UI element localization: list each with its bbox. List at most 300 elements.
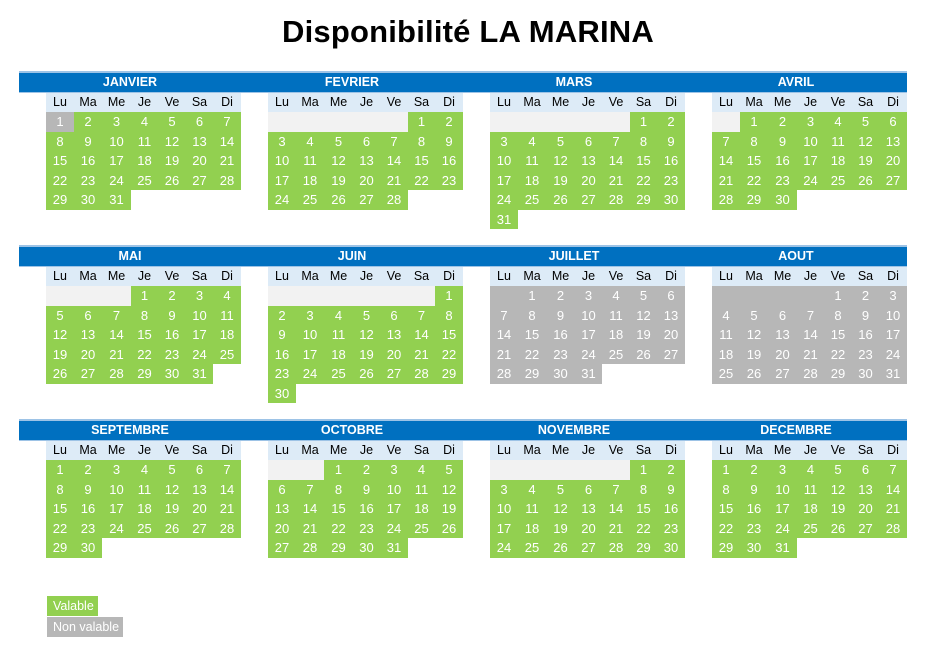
day-cell[interactable]: 4 [824,112,852,132]
day-cell[interactable]: 5 [740,306,768,326]
day-cell[interactable]: 30 [158,364,186,384]
day-cell[interactable]: 6 [380,306,408,326]
day-cell[interactable]: 1 [131,286,158,306]
day-cell[interactable]: 30 [268,384,296,404]
day-cell[interactable]: 29 [740,190,768,210]
day-cell[interactable]: 16 [435,151,463,171]
day-cell[interactable]: 20 [575,519,602,539]
day-cell[interactable]: 7 [712,132,740,152]
day-cell[interactable]: 2 [546,286,575,306]
day-cell[interactable]: 31 [380,538,408,558]
day-cell[interactable]: 5 [630,286,657,306]
day-cell[interactable]: 26 [158,171,186,191]
day-cell[interactable]: 22 [46,171,74,191]
day-cell[interactable]: 29 [435,364,463,384]
day-cell[interactable]: 25 [712,364,740,384]
day-cell[interactable]: 3 [380,460,408,480]
day-cell[interactable]: 1 [630,112,657,132]
day-cell[interactable]: 28 [102,364,131,384]
day-cell[interactable]: 10 [268,151,296,171]
day-cell[interactable]: 10 [102,480,131,500]
day-cell[interactable]: 21 [602,171,630,191]
day-cell[interactable]: 3 [296,306,324,326]
day-cell[interactable]: 17 [102,151,131,171]
day-cell[interactable]: 7 [490,306,518,326]
day-cell[interactable]: 18 [602,325,630,345]
day-cell[interactable]: 23 [768,171,797,191]
day-cell[interactable]: 21 [408,345,435,365]
day-cell[interactable]: 9 [74,132,102,152]
day-cell[interactable]: 16 [546,325,575,345]
day-cell[interactable]: 24 [575,345,602,365]
day-cell[interactable]: 10 [490,499,518,519]
day-cell[interactable]: 23 [268,364,296,384]
day-cell[interactable]: 15 [630,499,657,519]
day-cell[interactable]: 16 [657,499,685,519]
day-cell[interactable]: 12 [852,132,879,152]
day-cell[interactable]: 28 [602,538,630,558]
day-cell[interactable]: 22 [630,171,657,191]
day-cell[interactable]: 17 [575,325,602,345]
day-cell[interactable]: 30 [657,190,685,210]
day-cell[interactable]: 7 [213,460,241,480]
day-cell[interactable]: 9 [546,306,575,326]
day-cell[interactable]: 13 [186,480,213,500]
day-cell[interactable]: 5 [324,132,353,152]
day-cell[interactable]: 1 [630,460,657,480]
day-cell[interactable]: 21 [602,519,630,539]
day-cell[interactable]: 2 [268,306,296,326]
day-cell[interactable]: 26 [353,364,380,384]
day-cell[interactable]: 14 [602,151,630,171]
day-cell[interactable]: 28 [213,171,241,191]
day-cell[interactable]: 12 [824,480,852,500]
day-cell[interactable]: 7 [296,480,324,500]
day-cell[interactable]: 31 [186,364,213,384]
day-cell[interactable]: 25 [408,519,435,539]
day-cell[interactable]: 12 [546,499,575,519]
day-cell[interactable]: 23 [74,171,102,191]
day-cell[interactable]: 27 [353,190,380,210]
day-cell[interactable]: 25 [518,538,546,558]
day-cell[interactable]: 22 [824,345,852,365]
day-cell[interactable]: 6 [879,112,907,132]
day-cell[interactable]: 14 [712,151,740,171]
day-cell[interactable]: 20 [74,345,102,365]
day-cell[interactable]: 7 [408,306,435,326]
day-cell[interactable]: 11 [824,132,852,152]
day-cell[interactable]: 21 [380,171,408,191]
day-cell[interactable]: 12 [46,325,74,345]
day-cell[interactable]: 15 [408,151,435,171]
day-cell[interactable]: 13 [380,325,408,345]
day-cell[interactable]: 10 [768,480,797,500]
day-cell[interactable]: 27 [879,171,907,191]
day-cell[interactable]: 9 [268,325,296,345]
day-cell[interactable]: 18 [518,519,546,539]
day-cell[interactable]: 13 [657,306,685,326]
day-cell[interactable]: 28 [797,364,824,384]
day-cell[interactable]: 8 [740,132,768,152]
day-cell[interactable]: 19 [546,171,575,191]
day-cell[interactable]: 23 [353,519,380,539]
day-cell[interactable]: 17 [490,171,518,191]
day-cell[interactable]: 22 [518,345,546,365]
day-cell[interactable]: 14 [602,499,630,519]
day-cell[interactable]: 8 [131,306,158,326]
day-cell[interactable]: 6 [353,132,380,152]
day-cell[interactable]: 19 [435,499,463,519]
day-cell[interactable]: 9 [158,306,186,326]
day-cell[interactable]: 4 [296,132,324,152]
day-cell[interactable]: 13 [768,325,797,345]
day-cell[interactable]: 31 [879,364,907,384]
day-cell[interactable]: 24 [186,345,213,365]
day-cell[interactable]: 30 [740,538,768,558]
day-cell[interactable]: 8 [46,132,74,152]
day-cell[interactable]: 27 [380,364,408,384]
day-cell[interactable]: 1 [324,460,353,480]
day-cell[interactable]: 17 [490,519,518,539]
day-cell[interactable]: 9 [852,306,879,326]
day-cell[interactable]: 15 [435,325,463,345]
day-cell[interactable]: 1 [518,286,546,306]
day-cell[interactable]: 17 [296,345,324,365]
day-cell[interactable]: 15 [740,151,768,171]
day-cell[interactable]: 28 [879,519,907,539]
day-cell[interactable]: 11 [408,480,435,500]
day-cell[interactable]: 17 [380,499,408,519]
day-cell[interactable]: 3 [575,286,602,306]
day-cell[interactable]: 15 [131,325,158,345]
day-cell[interactable]: 25 [296,190,324,210]
day-cell[interactable]: 11 [602,306,630,326]
day-cell[interactable]: 20 [186,151,213,171]
day-cell[interactable]: 24 [879,345,907,365]
day-cell[interactable]: 18 [131,499,158,519]
day-cell[interactable]: 28 [712,190,740,210]
day-cell[interactable]: 16 [158,325,186,345]
day-cell[interactable]: 23 [657,171,685,191]
day-cell[interactable]: 2 [435,112,463,132]
day-cell[interactable]: 16 [768,151,797,171]
day-cell[interactable]: 18 [797,499,824,519]
day-cell[interactable]: 19 [824,499,852,519]
day-cell[interactable]: 8 [630,480,657,500]
day-cell[interactable]: 9 [740,480,768,500]
day-cell[interactable]: 21 [712,171,740,191]
day-cell[interactable]: 31 [102,190,131,210]
day-cell[interactable]: 28 [602,190,630,210]
day-cell[interactable]: 23 [546,345,575,365]
day-cell[interactable]: 30 [657,538,685,558]
day-cell[interactable]: 18 [408,499,435,519]
day-cell[interactable]: 19 [740,345,768,365]
day-cell[interactable]: 5 [546,480,575,500]
day-cell[interactable]: 20 [380,345,408,365]
day-cell[interactable]: 29 [518,364,546,384]
day-cell[interactable]: 22 [324,519,353,539]
day-cell[interactable]: 2 [768,112,797,132]
day-cell[interactable]: 20 [768,345,797,365]
day-cell[interactable]: 27 [186,519,213,539]
day-cell[interactable]: 27 [575,190,602,210]
day-cell[interactable]: 19 [630,325,657,345]
day-cell[interactable]: 17 [268,171,296,191]
day-cell[interactable]: 4 [518,132,546,152]
day-cell[interactable]: 22 [712,519,740,539]
day-cell[interactable]: 22 [740,171,768,191]
day-cell[interactable]: 17 [102,499,131,519]
day-cell[interactable]: 4 [602,286,630,306]
day-cell[interactable]: 20 [186,499,213,519]
day-cell[interactable]: 1 [740,112,768,132]
day-cell[interactable]: 2 [852,286,879,306]
day-cell[interactable]: 6 [852,460,879,480]
day-cell[interactable]: 28 [408,364,435,384]
day-cell[interactable]: 14 [879,480,907,500]
day-cell[interactable]: 14 [797,325,824,345]
day-cell[interactable]: 9 [657,480,685,500]
day-cell[interactable]: 25 [213,345,241,365]
day-cell[interactable]: 16 [353,499,380,519]
day-cell[interactable]: 7 [602,480,630,500]
day-cell[interactable]: 4 [712,306,740,326]
day-cell[interactable]: 27 [74,364,102,384]
day-cell[interactable]: 18 [712,345,740,365]
day-cell[interactable]: 15 [46,499,74,519]
day-cell[interactable]: 26 [630,345,657,365]
day-cell[interactable]: 12 [158,480,186,500]
day-cell[interactable]: 16 [268,345,296,365]
day-cell[interactable]: 21 [213,151,241,171]
day-cell[interactable]: 19 [158,151,186,171]
day-cell[interactable]: 28 [380,190,408,210]
day-cell[interactable]: 2 [657,112,685,132]
day-cell[interactable]: 12 [546,151,575,171]
day-cell[interactable]: 3 [102,460,131,480]
day-cell[interactable]: 12 [740,325,768,345]
day-cell[interactable]: 18 [824,151,852,171]
day-cell[interactable]: 24 [490,538,518,558]
day-cell[interactable]: 25 [131,519,158,539]
day-cell[interactable]: 9 [435,132,463,152]
day-cell[interactable]: 11 [131,480,158,500]
day-cell[interactable]: 24 [768,519,797,539]
day-cell[interactable]: 23 [740,519,768,539]
day-cell[interactable]: 29 [46,538,74,558]
day-cell[interactable]: 26 [740,364,768,384]
day-cell[interactable]: 22 [408,171,435,191]
day-cell[interactable]: 7 [213,112,241,132]
day-cell[interactable]: 30 [546,364,575,384]
day-cell[interactable]: 10 [186,306,213,326]
day-cell[interactable]: 25 [797,519,824,539]
day-cell[interactable]: 14 [213,480,241,500]
day-cell[interactable]: 10 [102,132,131,152]
day-cell[interactable]: 19 [852,151,879,171]
day-cell[interactable]: 3 [102,112,131,132]
day-cell[interactable]: 15 [630,151,657,171]
day-cell[interactable]: 24 [797,171,824,191]
day-cell[interactable]: 29 [630,190,657,210]
day-cell[interactable]: 26 [546,190,575,210]
day-cell[interactable]: 10 [797,132,824,152]
day-cell[interactable]: 20 [575,171,602,191]
day-cell[interactable]: 5 [852,112,879,132]
day-cell[interactable]: 24 [102,171,131,191]
day-cell[interactable]: 25 [824,171,852,191]
day-cell[interactable]: 26 [46,364,74,384]
day-cell[interactable]: 29 [630,538,657,558]
day-cell[interactable]: 23 [657,519,685,539]
day-cell[interactable]: 29 [131,364,158,384]
day-cell[interactable]: 20 [353,171,380,191]
day-cell[interactable]: 29 [712,538,740,558]
day-cell[interactable]: 11 [518,151,546,171]
day-cell[interactable]: 12 [630,306,657,326]
day-cell[interactable]: 14 [102,325,131,345]
day-cell[interactable]: 10 [296,325,324,345]
day-cell[interactable]: 6 [186,112,213,132]
day-cell[interactable]: 6 [657,286,685,306]
day-cell[interactable]: 26 [852,171,879,191]
day-cell[interactable]: 17 [797,151,824,171]
day-cell[interactable]: 26 [435,519,463,539]
day-cell[interactable]: 22 [46,519,74,539]
day-cell[interactable]: 8 [824,306,852,326]
day-cell[interactable]: 26 [824,519,852,539]
day-cell[interactable]: 15 [712,499,740,519]
day-cell[interactable]: 6 [768,306,797,326]
day-cell[interactable]: 10 [380,480,408,500]
day-cell[interactable]: 9 [74,480,102,500]
day-cell[interactable]: 20 [268,519,296,539]
day-cell[interactable]: 31 [575,364,602,384]
day-cell[interactable]: 2 [657,460,685,480]
day-cell[interactable]: 12 [435,480,463,500]
day-cell[interactable]: 18 [296,171,324,191]
day-cell[interactable]: 30 [852,364,879,384]
day-cell[interactable]: 28 [490,364,518,384]
day-cell[interactable]: 16 [74,499,102,519]
day-cell[interactable]: 18 [131,151,158,171]
day-cell[interactable]: 2 [74,112,102,132]
day-cell[interactable]: 23 [435,171,463,191]
day-cell[interactable]: 4 [518,480,546,500]
day-cell[interactable]: 31 [768,538,797,558]
day-cell[interactable]: 26 [324,190,353,210]
day-cell[interactable]: 8 [518,306,546,326]
day-cell[interactable]: 11 [131,132,158,152]
day-cell[interactable]: 7 [380,132,408,152]
day-cell[interactable]: 5 [46,306,74,326]
day-cell[interactable]: 6 [575,132,602,152]
day-cell[interactable]: 8 [630,132,657,152]
day-cell[interactable]: 13 [575,151,602,171]
day-cell[interactable]: 17 [186,325,213,345]
day-cell[interactable]: 26 [158,519,186,539]
day-cell[interactable]: 13 [74,325,102,345]
day-cell[interactable]: 5 [158,460,186,480]
day-cell[interactable]: 9 [768,132,797,152]
day-cell[interactable]: 1 [824,286,852,306]
day-cell[interactable]: 22 [131,345,158,365]
day-cell[interactable]: 18 [518,171,546,191]
day-cell[interactable]: 16 [852,325,879,345]
day-cell[interactable]: 26 [546,538,575,558]
day-cell[interactable]: 15 [46,151,74,171]
day-cell[interactable]: 23 [74,519,102,539]
day-cell[interactable]: 21 [213,499,241,519]
day-cell[interactable]: 12 [324,151,353,171]
day-cell[interactable]: 18 [324,345,353,365]
day-cell[interactable]: 22 [630,519,657,539]
day-cell[interactable]: 25 [518,190,546,210]
day-cell[interactable]: 25 [324,364,353,384]
day-cell[interactable]: 21 [102,345,131,365]
day-cell[interactable]: 4 [131,460,158,480]
day-cell[interactable]: 1 [408,112,435,132]
day-cell[interactable]: 19 [353,345,380,365]
day-cell[interactable]: 13 [353,151,380,171]
day-cell[interactable]: 27 [768,364,797,384]
day-cell[interactable]: 8 [408,132,435,152]
day-cell[interactable]: 19 [158,499,186,519]
day-cell[interactable]: 4 [213,286,241,306]
day-cell[interactable]: 8 [712,480,740,500]
day-cell[interactable]: 23 [158,345,186,365]
day-cell[interactable]: 23 [852,345,879,365]
day-cell[interactable]: 25 [602,345,630,365]
day-cell[interactable]: 10 [879,306,907,326]
day-cell[interactable]: 5 [824,460,852,480]
day-cell[interactable]: 19 [46,345,74,365]
day-cell[interactable]: 27 [657,345,685,365]
day-cell[interactable]: 11 [324,325,353,345]
day-cell[interactable]: 7 [602,132,630,152]
day-cell[interactable]: 25 [131,171,158,191]
day-cell[interactable]: 3 [490,132,518,152]
day-cell[interactable]: 24 [268,190,296,210]
day-cell[interactable]: 13 [852,480,879,500]
day-cell[interactable]: 20 [852,499,879,519]
day-cell[interactable]: 9 [353,480,380,500]
day-cell[interactable]: 9 [657,132,685,152]
day-cell[interactable]: 3 [797,112,824,132]
day-cell[interactable]: 7 [879,460,907,480]
day-cell[interactable]: 11 [296,151,324,171]
day-cell[interactable]: 13 [186,132,213,152]
day-cell[interactable]: 20 [657,325,685,345]
day-cell[interactable]: 24 [102,519,131,539]
day-cell[interactable]: 31 [490,210,518,230]
day-cell[interactable]: 11 [213,306,241,326]
day-cell[interactable]: 1 [712,460,740,480]
day-cell[interactable]: 5 [353,306,380,326]
day-cell[interactable]: 27 [268,538,296,558]
day-cell[interactable]: 11 [797,480,824,500]
day-cell[interactable]: 10 [575,306,602,326]
day-cell[interactable]: 19 [546,519,575,539]
day-cell[interactable]: 4 [797,460,824,480]
day-cell[interactable]: 15 [324,499,353,519]
day-cell[interactable]: 2 [740,460,768,480]
day-cell[interactable]: 12 [158,132,186,152]
day-cell[interactable]: 6 [74,306,102,326]
day-cell[interactable]: 3 [879,286,907,306]
day-cell[interactable]: 7 [102,306,131,326]
